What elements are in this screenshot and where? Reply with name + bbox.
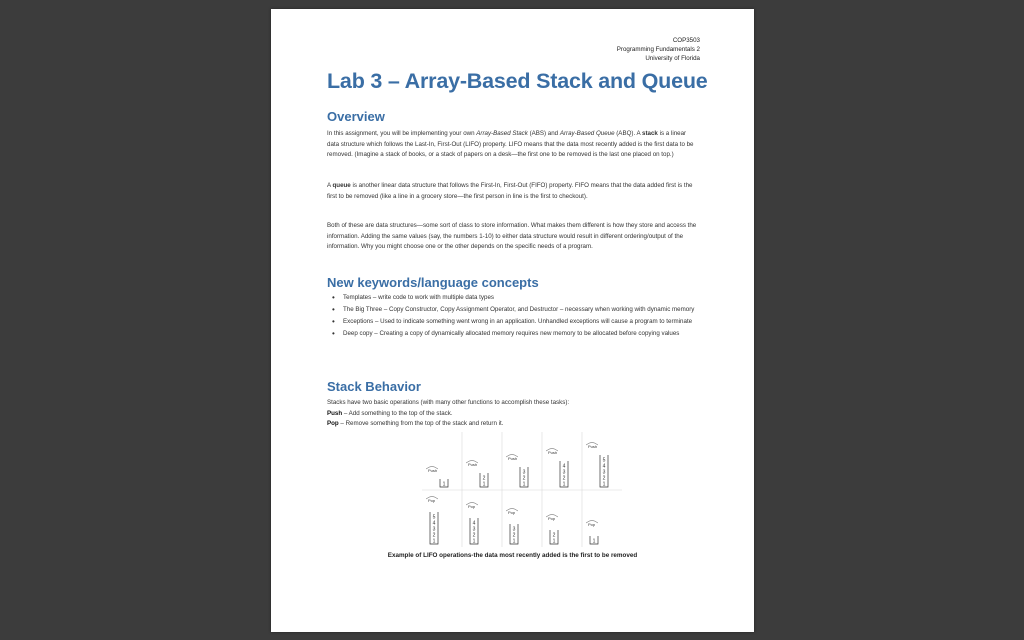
list-item: • Deep copy – Creating a copy of dynamically allocated memory requires new memory to be allocated before copying values <box>332 329 680 339</box>
list-item: • Exceptions – Used to indicate something went wrong in an application. Unhandled exceptions will cause a program to terminate <box>332 317 693 327</box>
pop-label: Pop <box>548 516 556 521</box>
course-code: COP3503 <box>672 37 700 44</box>
stack-element: 4 <box>472 520 476 527</box>
stack-element: 5 <box>602 457 606 464</box>
stack-element: 2 <box>562 475 566 482</box>
push-stack <box>520 467 528 488</box>
pop-description: Pop – Remove something from the top of the stack and return it. <box>327 420 504 428</box>
stack-element: 2 <box>482 475 486 482</box>
stack-element: 1 <box>432 538 436 545</box>
stack-element: 1 <box>522 481 526 488</box>
stack-element: 2 <box>512 532 516 539</box>
stack-element: 5 <box>432 514 436 521</box>
stack-element: 3 <box>512 526 516 533</box>
pop-stack <box>470 518 478 545</box>
push-label: Push <box>588 444 598 449</box>
stack-element: 2 <box>472 532 476 539</box>
pop-label: Pop <box>468 504 476 509</box>
pop-stack <box>550 530 558 545</box>
page-title: Lab 3 – Array-Based Stack and Queue <box>327 69 708 93</box>
course-name: Programming Fundamentals 2 <box>616 46 700 53</box>
push-stack <box>440 479 448 488</box>
pop-stack <box>510 524 518 545</box>
push-stack <box>600 455 608 488</box>
stack-element: 1 <box>512 538 516 545</box>
push-label: Push <box>428 468 438 473</box>
overview-paragraph-3: Both of these are data structures—some sort of class to store information. What makes them different is how they store and access the information. Adding the same values (say, the numbers 1-10) to either data structure would result in different ordering/output of the information. Why you might choose one or the other depends on the specific needs of a program. <box>327 222 697 251</box>
overview-paragraph-1: In this assignment, you will be implementing your own Array-Based Stack (ABS) and Array-Based Queue (ABQ). A stack is a linear data structure which follows the Last-In, First-Out (LIFO) property. LIFO means that the data most recently added is the first data to be removed. (Imagine a stack of books, or a stack of papers on a desk—the first one to be removed is the last one placed on top.) <box>327 130 694 159</box>
stack-element: 3 <box>562 469 566 476</box>
pop-label: Pop <box>428 498 436 503</box>
document-page <box>271 9 754 632</box>
push-stack <box>560 461 568 488</box>
push-description: Push – Add something to the top of the stack. <box>327 409 453 417</box>
stack-element: 1 <box>442 481 446 488</box>
pop-stack <box>430 512 438 545</box>
stack-element: 4 <box>562 463 566 470</box>
stack-element: 3 <box>522 469 526 476</box>
stack-element: 1 <box>602 481 606 488</box>
pop-label: Pop <box>588 522 596 527</box>
overview-paragraph-2: A queue is another linear data structure that follows the First-In, First-Out (FIFO) property. FIFO means that the data added first is the first to be removed (like a line in a grocery store—the first person in line is the first to checkout). <box>327 182 693 200</box>
stack-element: 2 <box>602 475 606 482</box>
keywords-heading: New keywords/language concepts <box>327 275 539 290</box>
pop-stack <box>590 536 598 545</box>
push-label: Push <box>508 456 518 461</box>
stack-element: 1 <box>552 538 556 545</box>
university: University of Florida <box>645 55 700 62</box>
stack-behavior-heading: Stack Behavior <box>327 379 421 394</box>
lifo-diagram-svg <box>422 432 622 547</box>
stack-element: 3 <box>602 469 606 476</box>
stack-element: 1 <box>482 481 486 488</box>
stack-element: 1 <box>472 538 476 545</box>
diagram-caption: Example of LIFO operations-the data most recently added is the first to be removed <box>387 552 638 559</box>
stack-element: 1 <box>592 538 596 545</box>
list-item: • The Big Three – Copy Constructor, Copy Assignment Operator, and Destructor – necessary when working with dynamic memory <box>332 305 695 315</box>
lifo-diagram <box>422 432 622 547</box>
course-header <box>617 36 700 63</box>
keywords-list <box>327 293 699 341</box>
stack-element: 2 <box>552 532 556 539</box>
stack-intro: Stacks have two basic operations (with many other functions to accomplish these tasks): <box>327 399 570 406</box>
pop-label: Pop <box>508 510 516 515</box>
push-label: Push <box>548 450 558 455</box>
stack-element: 4 <box>602 463 606 470</box>
stack-element: 2 <box>432 532 436 539</box>
overview-heading: Overview <box>327 109 385 124</box>
stack-operations <box>327 398 699 430</box>
stack-element: 1 <box>562 481 566 488</box>
stack-element: 4 <box>432 520 436 527</box>
stack-element: 3 <box>472 526 476 533</box>
list-item: • Templates – write code to work with multiple data types <box>332 293 494 302</box>
push-stack <box>480 473 488 488</box>
stack-element: 3 <box>432 526 436 533</box>
push-label: Push <box>468 462 478 467</box>
stack-element: 2 <box>522 475 526 482</box>
